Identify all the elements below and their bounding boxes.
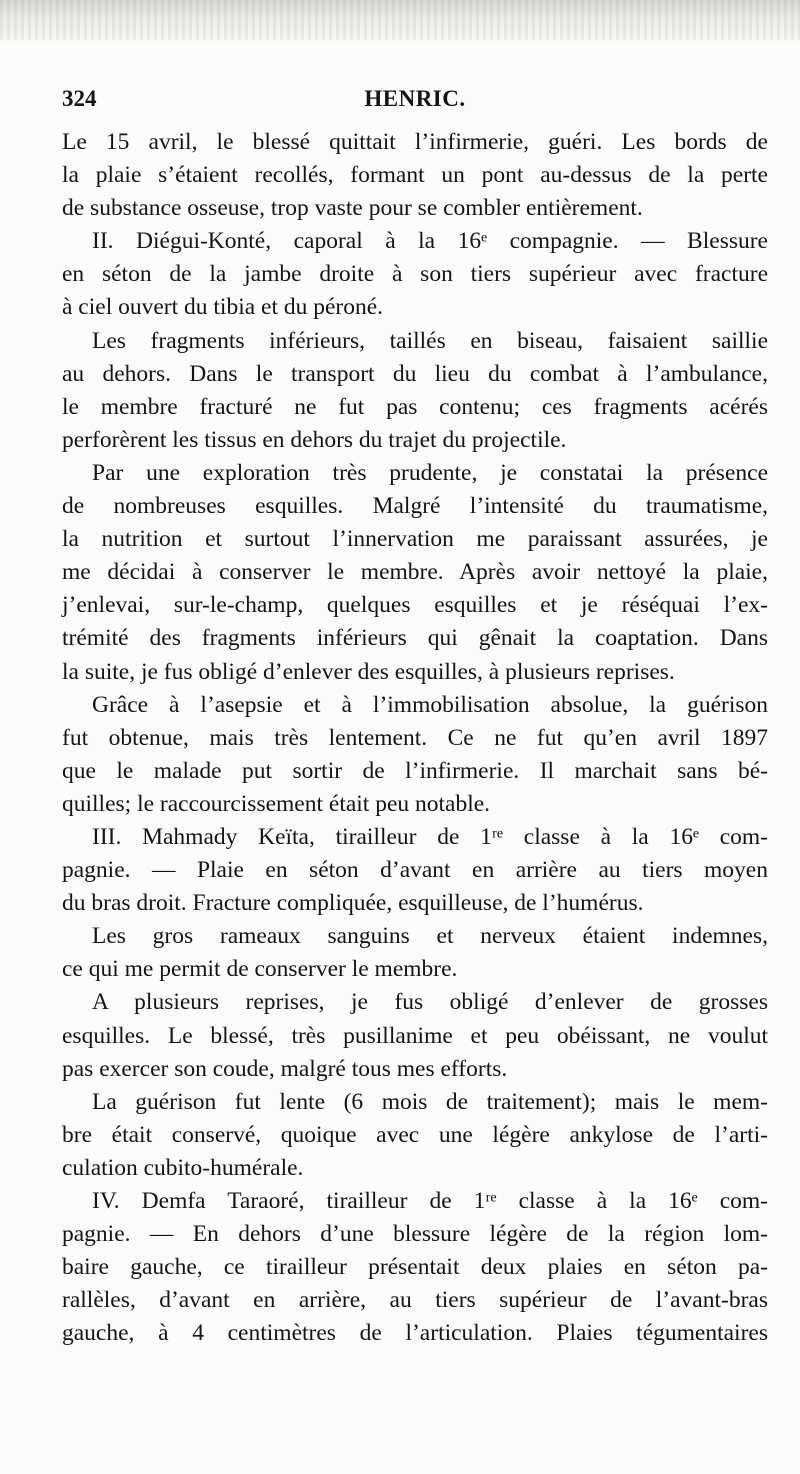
- text-line: que le malade put sortir de l’infirmerie. Il marchait sans bé-: [62, 757, 768, 784]
- text-line: esquilles. Le blessé, très pusillanime et peu obéissant, ne voulut: [62, 1022, 768, 1049]
- text-line: II. Diégui-Konté, caporal à la 16ᵉ compagnie. — Blessure: [92, 228, 768, 255]
- text-line: bre était conservé, quoique avec une légère ankylose de l’arti-: [62, 1121, 768, 1148]
- text-line: Grâce à l’asepsie et à l’immobilisation absolue, la guérison: [92, 691, 768, 718]
- text-line: la suite, je fus obligé d’enlever des esquilles, à plusieurs reprises.: [62, 658, 675, 685]
- body-text: [62, 126, 768, 1350]
- text-line: trémité des fragments inférieurs qui gênait la coaptation. Dans: [62, 625, 768, 652]
- text-line: baire gauche, ce tirailleur présentait deux plaies en séton pa-: [62, 1254, 768, 1281]
- text-line: j’enlevai, sur-le-champ, quelques esquilles et je réséquai l’ex-: [62, 592, 768, 619]
- text-line: La guérison fut lente (6 mois de traitement); mais le mem-: [92, 1088, 768, 1115]
- text-line: à ciel ouvert du tibia et du péroné.: [62, 294, 384, 321]
- text-line: fut obtenue, mais très lentement. Ce ne fut qu’en avril 1897: [62, 724, 768, 751]
- text-line: au dehors. Dans le transport du lieu du combat à l’ambulance,: [62, 360, 768, 387]
- text-line: pagnie. — En dehors d’une blessure légère de la région lom-: [62, 1221, 768, 1248]
- page-header: [62, 86, 768, 120]
- text-line: pagnie. — Plaie en séton d’avant en arrière au tiers moyen: [62, 857, 768, 884]
- text-line: de substance osseuse, trop vaste pour se combler entièrement.: [62, 195, 643, 222]
- text-line: ce qui me permit de conserver le membre.: [62, 956, 458, 983]
- text-line: quilles; le raccourcissement était peu notable.: [62, 790, 491, 817]
- text-line: Le 15 avril, le blessé quittait l’infirmerie, guéri. Les bords de: [62, 129, 768, 155]
- running-head: HENRIC.: [364, 86, 466, 111]
- text-line: du bras droit. Fracture compliquée, esquilleuse, de l’humérus.: [62, 890, 644, 917]
- text-line: A plusieurs reprises, je fus obligé d’enlever de grosses: [92, 989, 768, 1016]
- page-number: 324: [62, 86, 97, 111]
- text-line: Les fragments inférieurs, taillés en biseau, faisaient saillie: [92, 327, 768, 354]
- text-line: la nutrition et surtout l’innervation me paraissant assurées, je: [62, 526, 768, 553]
- text-line: le membre fracturé ne fut pas contenu; ces fragments acérés: [62, 393, 768, 420]
- text-line: rallèles, d’avant en arrière, au tiers supérieur de l’avant-bras: [62, 1287, 768, 1314]
- text-line: culation cubito-humérale.: [62, 1154, 304, 1181]
- text-line: en séton de la jambe droite à son tiers supérieur avec fracture: [62, 261, 768, 288]
- text-line: gauche, à 4 centimètres de l’articulation. Plaies tégumentaires: [62, 1320, 768, 1347]
- text-line: III. Mahmady Keïta, tirailleur de 1ʳᵉ classe à la 16ᵉ com-: [92, 823, 768, 850]
- text-line: IV. Demfa Taraoré, tirailleur de 1ʳᵉ classe à la 16ᵉ com-: [92, 1188, 768, 1214]
- text-line: Les gros rameaux sanguins et nerveux étaient indemnes,: [92, 923, 768, 950]
- text-line: Par une exploration très prudente, je constatai la présence: [92, 459, 768, 486]
- text-line: la plaie s’étaient recollés, formant un pont au-dessus de la perte: [62, 162, 768, 189]
- scan-shadow: [0, 0, 800, 40]
- text-line: me décidai à conserver le membre. Après avoir nettoyé la plaie,: [62, 559, 768, 586]
- text-line: perforèrent les tissus en dehors du trajet du projectile.: [62, 426, 567, 453]
- text-line: de nombreuses esquilles. Malgré l’intensité du traumatisme,: [62, 493, 768, 520]
- text-line: pas exercer son coude, malgré tous mes efforts.: [62, 1055, 508, 1082]
